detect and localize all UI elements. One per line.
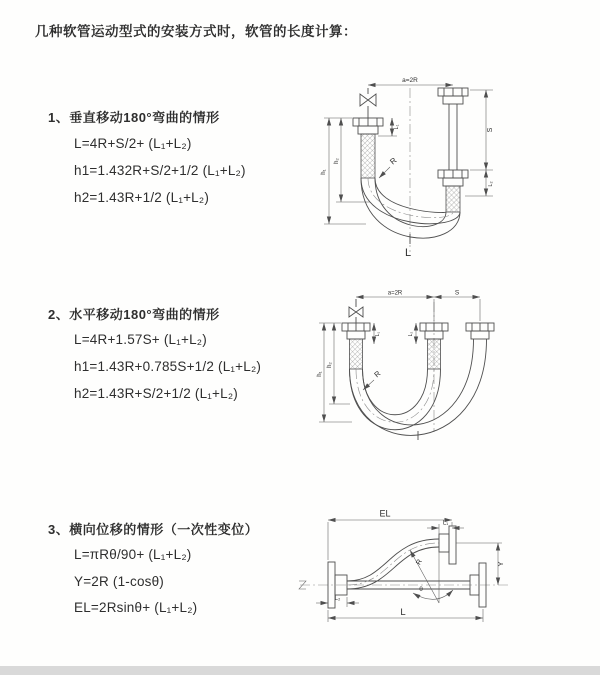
dim-label-h1: h₁ <box>317 371 323 377</box>
valve-icon <box>360 88 376 118</box>
dim-label-h2: h₂ <box>334 158 340 164</box>
left-pipe <box>342 323 370 369</box>
dim-label-r: R <box>415 558 424 567</box>
hose-braid <box>361 134 375 178</box>
page-title: 几种软管运动型式的安装方式时，软管的长度计算： <box>35 24 357 39</box>
dim-label-span: a=2R <box>402 77 418 84</box>
right-pipe-moved-position <box>466 323 494 339</box>
section-1-formula-L: L=4R+S/2+ (L₁+L₂) <box>74 136 192 151</box>
dim-label-r: R <box>388 155 399 167</box>
dim-label-r: R <box>372 368 383 380</box>
dimensions <box>316 509 505 623</box>
section-2-heading: 2、水平移动180°弯曲的情形 <box>48 307 220 322</box>
dim-label-l1: L₁ <box>394 124 400 130</box>
left-pipe <box>353 118 383 178</box>
dim-label-l1: L₁ <box>442 520 449 527</box>
u-bend-hose <box>350 339 487 440</box>
section-3-formula-Y: Y=2R (1-cosθ) <box>74 574 165 589</box>
section-1-heading: 1、垂直移动180°弯曲的情形 <box>48 110 220 125</box>
dim-label-s: S <box>487 127 494 133</box>
dim-label-span: a=2R <box>387 290 403 297</box>
diagram-vertical-180-bend <box>308 66 598 262</box>
dim-label-y: Y <box>496 561 505 567</box>
section-1-formula-h2: h2=1.43R+1/2 (L₁+L₂) <box>74 190 210 205</box>
dimensions <box>321 77 494 259</box>
dim-label-theta: θ <box>419 586 423 593</box>
diagram-horizontal-180-bend <box>308 282 598 448</box>
dim-label-l: L <box>405 247 412 259</box>
section-3-formula-EL: EL=2Rsinθ+ (L₁+L₂) <box>74 600 198 615</box>
u-bend-hose <box>361 178 460 244</box>
dim-label-s: S <box>454 289 460 297</box>
right-pipe <box>438 88 468 212</box>
dim-label-l1: L₁ <box>375 331 381 337</box>
dim-label-l2: L₂ <box>334 596 341 602</box>
section-2-formula-h2: h2=1.43R+S/2+1/2 (L₁+L₂) <box>74 386 238 401</box>
dim-label-l: L <box>400 607 406 618</box>
dim-label-h1: h₁ <box>321 169 327 175</box>
middle-pipe <box>420 323 448 369</box>
dim-label-l2: L₂ <box>408 331 414 337</box>
dim-label-h2: h₂ <box>327 362 333 368</box>
scan-edge-artifact <box>0 666 600 675</box>
hose-braid <box>446 186 460 212</box>
section-1-formula-h1: h1=1.432R+S/2+1/2 (L₁+L₂) <box>74 163 246 178</box>
section-3-heading: 3、横向位移的情形（一次性变位） <box>48 522 259 537</box>
diagram-lateral-displacement <box>297 500 597 656</box>
section-2-formula-h1: h1=1.43R+0.785S+1/2 (L₁+L₂) <box>74 359 262 374</box>
section-3-formula-L: L=πRθ/90+ (L₁+L₂) <box>74 547 192 562</box>
dim-label-el: EL <box>379 508 391 519</box>
hose-braid <box>350 339 363 369</box>
dim-label-l2: L₂ <box>488 181 494 187</box>
displaced-position-hose <box>347 526 456 589</box>
section-2-formula-L: L=4R+1.57S+ (L₁+L₂) <box>74 332 207 347</box>
hose-braid <box>428 339 441 369</box>
